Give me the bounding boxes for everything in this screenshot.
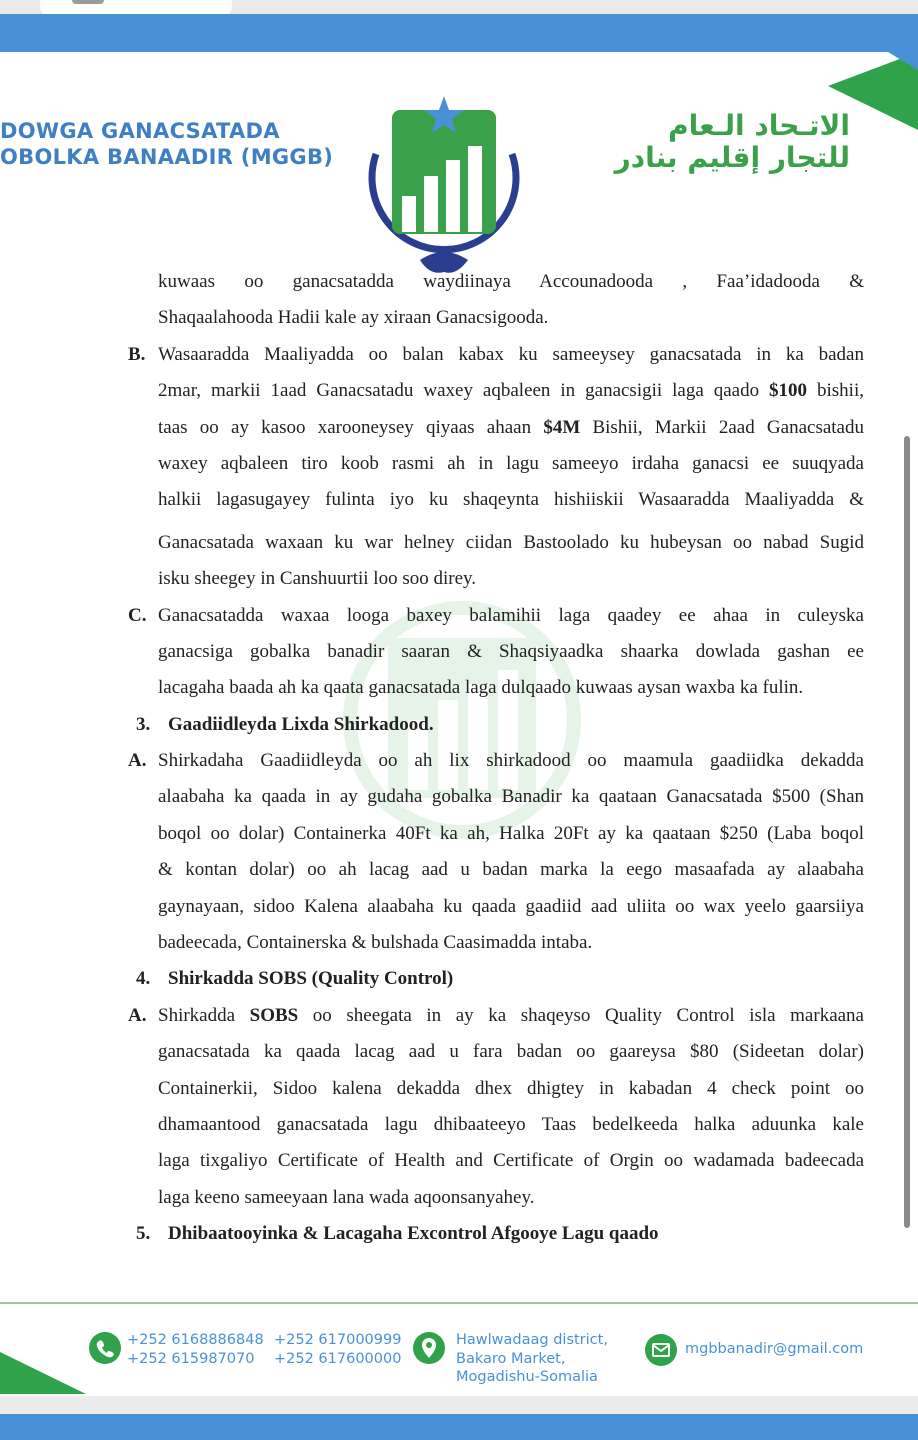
item-c-marker: C. <box>128 604 147 626</box>
heading-text: Shirkadda SOBS (Quality Control) <box>168 968 454 990</box>
address-line: Hawlwadaag district, <box>456 1332 608 1348</box>
org-name-arabic <box>598 110 850 174</box>
text-run: bishii, <box>807 380 864 402</box>
heading-number: 3. <box>136 713 151 735</box>
arabic-line1: الاتـحاد الـعام <box>668 109 850 142</box>
paragraph-line: kuwaas oo ganacsatadda waydiinaya Accounadooda , Faa’idadooda & <box>158 271 864 292</box>
item-a3-line: gaynayaan, sidoo Kalena alaabaha ku qaada gaadiid aad uliita oo wax yeelo gaarsiiya <box>158 895 864 917</box>
item-c-line: lacagaha baada ah ka qaata ganacsatada laga dulqaado kuwaas aysan waxba ka fulin. <box>158 677 804 699</box>
item-b-line <box>128 373 864 409</box>
item-b-marker: B. <box>128 343 146 365</box>
email-icon <box>645 1334 677 1366</box>
footer <box>0 1304 918 1396</box>
address-line: Bakaro Market, <box>456 1351 566 1367</box>
header-blue-band <box>0 14 918 52</box>
phone-number[interactable]: +252 615987070 <box>127 1351 255 1367</box>
item-b-line: halkii lagasugayey fulinta iyo ku shaqeynta hishiiskii Wasaaradda Maaliyadda & <box>158 489 864 511</box>
heading-number: 5. <box>136 1223 151 1245</box>
item-b-line: isku sheegey in Canshuurtii loo soo direy. <box>158 568 477 590</box>
item-b-line: waxey aqbaleen tiro koob rasmi ah in lagu sameeyo irdaha ganacsi ee suuqyada <box>158 452 864 474</box>
item-a3-line <box>128 743 864 779</box>
mggb-logo <box>358 94 530 284</box>
item-a4-marker: A. <box>128 1004 147 1026</box>
item-a4-line: laga tixgaliyo Certificate of Health and Certificate of Orgin oo wadamada badeecada <box>158 1150 864 1172</box>
item-b-line <box>128 337 864 373</box>
phone-number[interactable]: +252 6168886848 <box>127 1332 264 1348</box>
location-pin-icon <box>413 1332 445 1364</box>
email-address[interactable]: mgbbanadir@gmail.com <box>685 1341 864 1357</box>
item-c-line: ganacsiga gobalka banadir saaran & Shaqsiyaadka shaarka dowlada gashan ee <box>158 640 864 662</box>
item-a4-line <box>128 998 864 1034</box>
item-b-line <box>128 410 864 446</box>
scrollbar-thumb[interactable] <box>904 436 910 1228</box>
item-a3-line: & kontan dolar) oo ah lacag aad u badan marka la eego masaafada ay alaabaha <box>158 859 864 881</box>
item-a3-line: boqol oo dolar) Containerka 40Ft ka ah, Halka 20Ft ay ka qaataan $250 (Laba boqol <box>158 822 864 844</box>
org-name-line2: OBOLKA BANAADIR (MGGB) <box>0 145 334 169</box>
heading-number: 4. <box>136 968 151 990</box>
section-heading-3 <box>128 707 864 743</box>
section-heading-4 <box>128 961 864 997</box>
bottom-blue-band <box>0 1414 918 1440</box>
item-b-text: Wasaaradda Maaliyadda oo balan kabax ku sameeysey ganacsatada in ka badan <box>158 343 864 365</box>
paragraph-line: Shaqaalahooda Hadii kale ay xiraan Ganacsigooda. <box>158 307 549 329</box>
section-heading-5 <box>128 1216 864 1252</box>
item-a3-marker: A. <box>128 750 147 772</box>
text-run: Shirkadda <box>158 1004 250 1026</box>
org-name-line1: DOWGA GANACSATADA <box>0 119 280 143</box>
arabic-line2: للتجار إقليم بنادر <box>614 141 850 174</box>
item-a3-line: badeecada, Containerska & bulshada Caasimadda intaba. <box>158 932 593 954</box>
heading-text: Dhibaatooyinka & Lacagaha Excontrol Afgooye Lagu qaado <box>168 1223 659 1245</box>
item-a3-text: Shirkadaha Gaadiidleyda oo ah lix shirkadood oo maamula gaadiidka dekadda <box>158 750 864 772</box>
item-a4-line: dhamaantood ganacsatada lagu dhibaateeyo Taas bedelkeeda halka aduunka kale <box>158 1113 864 1135</box>
document-body <box>128 264 864 1253</box>
bold-company: SOBS <box>249 1004 299 1026</box>
item-a3-line: alaabaha ka qaada in ay gudaha gobalka Banadir ka qaataan Ganacsatada $500 (Shan <box>158 786 864 808</box>
item-a4-line: Containerkii, Sidoo kalena dekadda dhex dhigtey in kabadan 4 check point oo <box>158 1077 864 1099</box>
text-run: Bishii, Markii 2aad Ganacsatadu <box>580 416 864 438</box>
heading-text: Gaadiidleyda Lixda Shirkadood. <box>168 713 434 735</box>
bold-amount: $4M <box>543 416 581 438</box>
text-run: 2mar, markii 1aad Ganacsatadu waxey aqbaleen in ganacsigii laga qaado <box>158 380 770 402</box>
text-run: oo sheegata in ay ka shaqeyso Quality Control isla markaana <box>298 1004 864 1026</box>
browser-top-bar <box>0 0 918 14</box>
phone-icon <box>89 1332 121 1364</box>
top-tab-handle <box>72 0 104 4</box>
item-c-text: Ganacsatadda waxaa looga baxey balamihii laga qaadey ee ahaa in culeyska <box>158 604 864 626</box>
bold-amount: $100 <box>769 380 808 402</box>
phone-number[interactable]: +252 617000999 <box>274 1332 402 1348</box>
item-c-line <box>128 598 864 634</box>
item-a4-line: laga keeno sameeyaan lana wada aqoonsanyahey. <box>158 1186 535 1208</box>
item-b-line: Ganacsatada waxaan ku war helney ciidan Bastoolado ku hubeysan oo nabad Sugid <box>158 531 864 553</box>
org-name-somali <box>0 118 333 170</box>
phone-number[interactable]: +252 617600000 <box>274 1351 402 1367</box>
item-a4-line: ganacsatada ka qaada lacag aad u fara badan oo gaareysa $80 (Sideetan dolar) <box>158 1041 864 1063</box>
text-run: taas oo ay kasoo xarooneysey qiyaas ahaan <box>158 416 544 438</box>
address-line: Mogadishu-Somalia <box>456 1369 598 1385</box>
